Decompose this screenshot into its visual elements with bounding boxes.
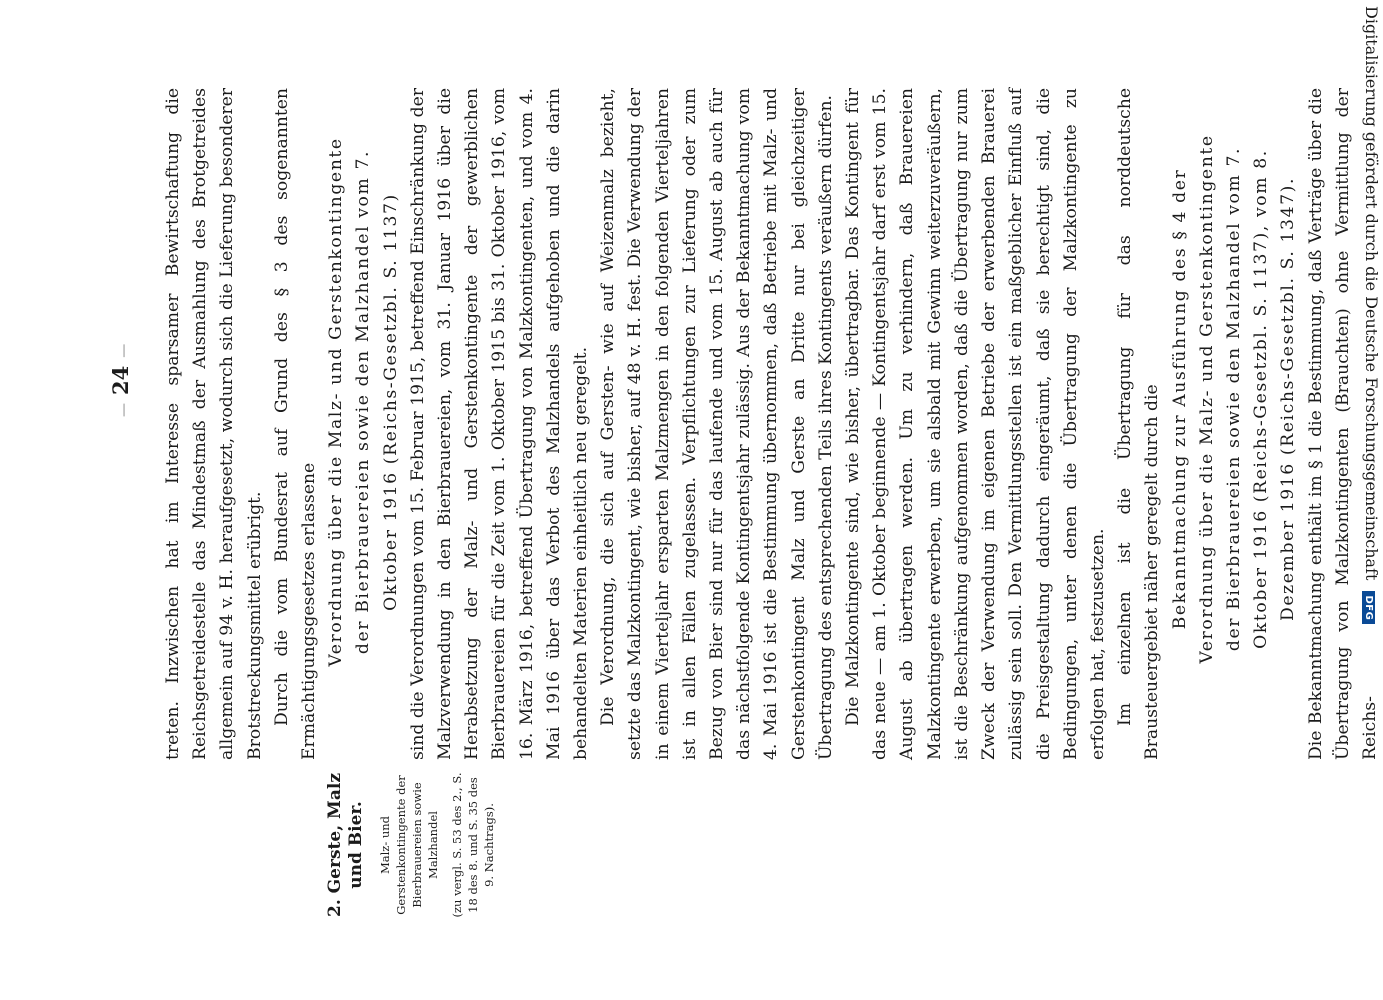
paragraph: Die Bekanntmachung enthält im § 1 die Bestimmung, daß Verträge über die Übertragung von Malzkontingenten (Brauchten) ohne Vermittlung der Reichs- xyxy=(1305,88,1380,760)
funding-stamp xyxy=(1362,6,1381,624)
paragraph: Die Verordnung, die sich auf Gersten- wie auf Weizenmalz bezieht, setzte das Malzkontingent, wie bisher, auf 48 v. H. fest. Die Verwendung der in einem Vierteljahr ersparten Malzmengen in den folgenden Vierteljahren ist in allen Fällen zugelassen. Verpflichtungen zur Lieferung oder zum Bezug von Bier sind nur für das laufende und vom 15. August ab auch für das nächstfolgende Kontingentsjahr zulässig. Aus der Bekanntmachung vom 4. Mai 1916 ist die Bestimmung übernommen, daß Betriebe mit Malz- und Gerstenkontingent Malz und Gerste an Dritte nur bei gleichzeitiger Übertragung des entsprechenden Teils ihres Kontingents veräußern dürfen. xyxy=(598,88,836,760)
paragraph: Durch die vom Bundesrat auf Grund des § 3 des sogenannten Ermächtigungsgesetzes erlassene xyxy=(271,88,320,760)
funding-text: Digitalisierung gefördert durch die Deutsche Forschungsgemeinschaft xyxy=(1362,6,1381,581)
dfg-logo: DFG xyxy=(1362,591,1375,624)
margin-notes xyxy=(325,770,505,920)
margin-reference: (zu vergl. S. 53 des 2., S. 18 des 8. und S. 35 des 9. Nachtrags). xyxy=(450,772,496,918)
paragraph: Die Malzkontingente sind, wie bisher, übertragbar. Das Kontingent für das neue — am 1. Oktober beginnende — Kontingentsjahr darf erst vom 15. August ab übertragen werden. Um zu verhindern, daß Brauereien Malzkontingente erwerben, um sie alsbald mit Gewinn weiterzuveräußern, ist die Beschränkung aufgenommen worden, daß die Übertragung nur zum Zweck der Verwendung im eigenen Betriebe der erwerbenden Brauerei zulässig sein soll. Den Vermittlungsstellen ist ein maßgeblicher Einfluß auf die Preisgestaltung dadurch eingeräumt, daß sie berechtigt sind, die Bedingungen, unter denen die Übertragung der Malzkontingente zu erfolgen hat, festzusetzen. xyxy=(843,88,1108,760)
ordinance-title: Verordnung über die Malz- und Gerstenkontingente der Bierbrauereien sowie den Malzhandel vom 7. Oktober 1916 (Reichs-Gesetzbl. S. 1137) xyxy=(326,137,401,667)
body-text xyxy=(160,88,1383,760)
paragraph: treten. Inzwischen hat im Interesse sparsamer Bewirtschaftung die Reichsgetreidestelle das Mindestmaß der Ausmahlung des Brotgetreides allgemein auf 94 v. H. heraufgesetzt, wodurch sich die Lieferung besonderer Brotstreckungsmittel erübrigt. xyxy=(163,88,265,760)
page-number: — 24 — xyxy=(108,336,133,425)
announcement-title: Bekanntmachung zur Ausführung des § 4 der Verordnung über die Malz- und Gerstenkontingente der Bierbrauereien sowie den Malzhandel vom 7. Oktober 1916 (Reichs-Gesetzbl. S. 1137), vom 8. Dezember 1916 (Reichs-Gesetzbl. S. 1347). xyxy=(1169,134,1299,664)
paragraph: sind die Verordnungen vom 15. Februar 1915, betreffend Einschränkung der Malzverwendung in den Bierbrauereien, vom 31. Januar 1916 über die Herabsetzung der Malz- und Gerstenkontingente der gewerblichen Bierbrauereien für die Zeit vom 1. Oktober 1915 bis 31. Oktober 1916, vom 16. März 1916, betreffend Übertragung von Malzkontingenten, und vom 4. Mai 1916 über das Verbot des Malzhandels aufgehoben und die darin behandelten Materien einheitlich neu geregelt. xyxy=(407,88,592,760)
margin-note: Malz- und Gerstenkontingente der Bierbrauereien sowie Malzhandel xyxy=(378,775,440,915)
paragraph: Im einzelnen ist die Übertragung für das norddeutsche Brausteuergebiet näher geregelt durch die xyxy=(1115,88,1163,760)
section-heading: 2. Gerste, Malz und Bier. xyxy=(325,773,366,917)
